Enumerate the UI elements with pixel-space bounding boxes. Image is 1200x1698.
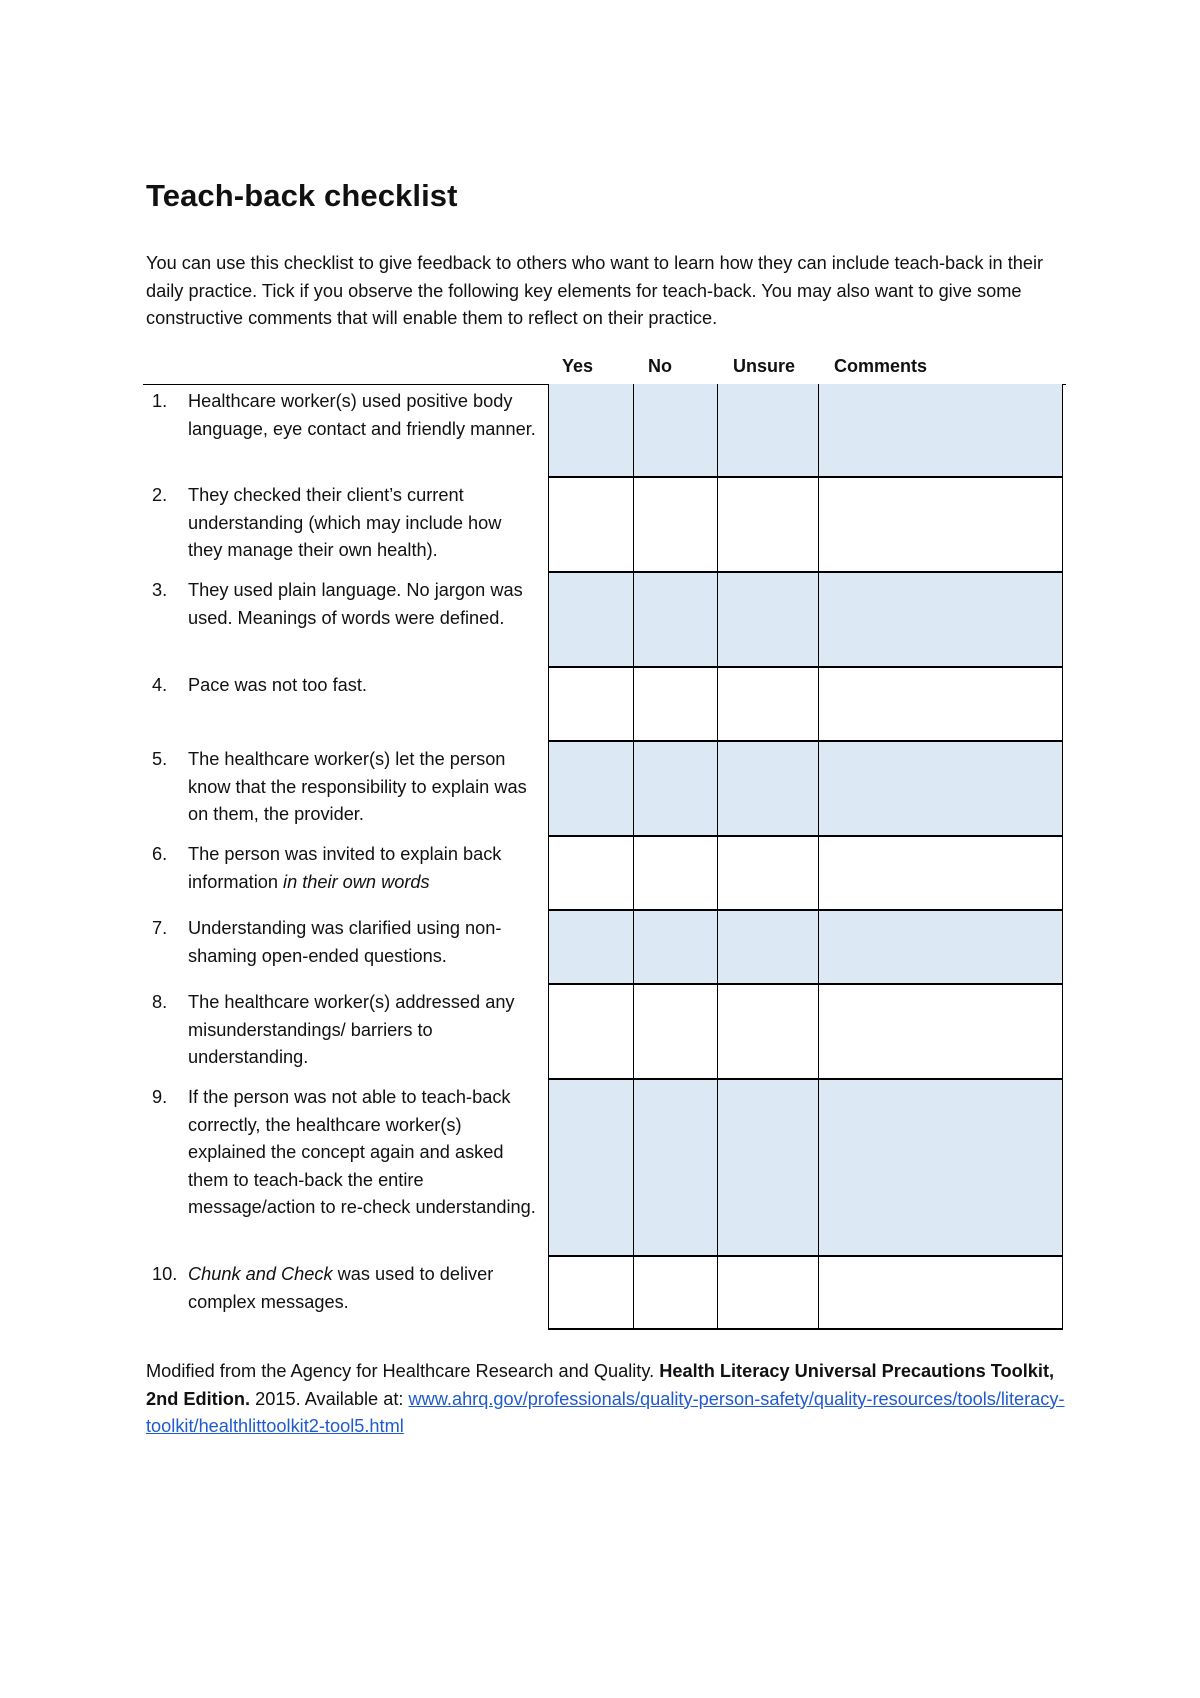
row-number: 4. xyxy=(152,675,168,695)
row-text: The healthcare worker(s) let the person know that the responsibility to explain was on them, the provider. xyxy=(188,749,527,824)
row-label xyxy=(146,911,538,966)
comments-cell[interactable] xyxy=(819,1257,1063,1330)
checklist-row xyxy=(143,985,1066,1080)
no-checkbox-cell[interactable] xyxy=(634,478,718,573)
row-label xyxy=(146,384,538,439)
row-label xyxy=(146,1080,538,1217)
checklist-row xyxy=(143,837,1066,911)
no-checkbox-cell[interactable] xyxy=(634,1257,718,1330)
checklist-row xyxy=(143,384,1066,478)
comments-cell[interactable] xyxy=(819,742,1063,837)
row-text: Understanding was clarified using non-shaming open-ended questions. xyxy=(188,918,502,966)
comments-cell[interactable] xyxy=(819,911,1063,985)
no-checkbox-cell[interactable] xyxy=(634,1080,718,1257)
row-text-italic: in their own words xyxy=(283,871,430,892)
checklist-row xyxy=(143,478,1066,573)
unsure-checkbox-cell[interactable] xyxy=(718,742,819,837)
yes-checkbox-cell[interactable] xyxy=(548,478,634,573)
checklist-table xyxy=(143,384,1066,1330)
row-label xyxy=(146,573,538,628)
row-text: Pace was not too fast. xyxy=(188,675,367,695)
comments-cell[interactable] xyxy=(819,668,1063,742)
row-text: Healthcare worker(s) used positive body language, eye contact and friendly manner. xyxy=(188,391,536,439)
no-checkbox-cell[interactable] xyxy=(634,742,718,837)
row-text-plain: The person was invited to explain back information xyxy=(188,844,502,892)
row-number: 8. xyxy=(152,992,168,1012)
unsure-checkbox-cell[interactable] xyxy=(718,478,819,573)
row-text: If the person was not able to teach-back correctly, the healthcare worker(s) explained the concept again and asked them to teach-back the entire message/action to re-check understanding. xyxy=(188,1087,536,1217)
yes-checkbox-cell[interactable] xyxy=(548,384,634,478)
row-number: 6. xyxy=(152,844,168,864)
yes-checkbox-cell[interactable] xyxy=(548,911,634,985)
checklist-row xyxy=(143,742,1066,837)
citation-lead: Modified from the Agency for Healthcare Research and Quality. xyxy=(146,1361,660,1381)
no-checkbox-cell[interactable] xyxy=(634,911,718,985)
row-label xyxy=(146,985,538,1067)
row-number: 10. xyxy=(152,1264,178,1284)
yes-checkbox-cell[interactable] xyxy=(548,742,634,837)
unsure-checkbox-cell[interactable] xyxy=(718,384,819,478)
no-checkbox-cell[interactable] xyxy=(634,384,718,478)
column-header-no: No xyxy=(648,356,672,376)
row-label xyxy=(146,1257,538,1312)
unsure-checkbox-cell[interactable] xyxy=(718,1080,819,1257)
checklist-row xyxy=(143,1257,1066,1330)
comments-cell[interactable] xyxy=(819,837,1063,911)
yes-checkbox-cell[interactable] xyxy=(548,1080,634,1257)
row-number: 1. xyxy=(152,391,168,411)
unsure-checkbox-cell[interactable] xyxy=(718,573,819,668)
page-title: Teach-back checklist xyxy=(146,178,458,213)
no-checkbox-cell[interactable] xyxy=(634,837,718,911)
row-number: 5. xyxy=(152,749,168,769)
row-text: They used plain language. No jargon was used. Meanings of words were defined. xyxy=(188,580,523,628)
row-label xyxy=(146,742,538,824)
yes-checkbox-cell[interactable] xyxy=(548,668,634,742)
column-header-unsure: Unsure xyxy=(733,356,796,376)
checklist-row xyxy=(143,911,1066,985)
checklist-row xyxy=(143,573,1066,668)
citation-year: 2015. Available at: xyxy=(250,1388,409,1409)
column-header-comments: Comments xyxy=(834,356,928,376)
comments-cell[interactable] xyxy=(819,478,1063,573)
source-citation xyxy=(146,1358,1066,1441)
yes-checkbox-cell[interactable] xyxy=(548,1257,634,1330)
checklist-row xyxy=(143,668,1066,742)
column-headers xyxy=(146,356,1066,382)
comments-cell[interactable] xyxy=(819,1080,1063,1257)
unsure-checkbox-cell[interactable] xyxy=(718,837,819,911)
unsure-checkbox-cell[interactable] xyxy=(718,1257,819,1330)
citation-link[interactable]: www.ahrq.gov/professionals/quality-person-safety/quality-resources/tools/literacy-toolkit/healthlittoolkit2-tool5.html xyxy=(146,1388,1065,1436)
unsure-checkbox-cell[interactable] xyxy=(718,911,819,985)
row-label xyxy=(146,478,538,560)
unsure-checkbox-cell[interactable] xyxy=(718,668,819,742)
citation-title: Health Literacy Universal Precautions Toolkit, 2nd Edition. xyxy=(146,1361,1055,1409)
row-number: 9. xyxy=(152,1087,168,1107)
checklist-row xyxy=(143,1080,1066,1257)
comments-cell[interactable] xyxy=(819,985,1063,1080)
comments-cell[interactable] xyxy=(819,573,1063,668)
no-checkbox-cell[interactable] xyxy=(634,668,718,742)
row-text-plain: was used to deliver complex messages. xyxy=(188,1264,494,1312)
row-text xyxy=(188,841,538,896)
yes-checkbox-cell[interactable] xyxy=(548,573,634,668)
yes-checkbox-cell[interactable] xyxy=(548,837,634,911)
comments-cell[interactable] xyxy=(819,384,1063,478)
row-number: 3. xyxy=(152,580,168,600)
yes-checkbox-cell[interactable] xyxy=(548,985,634,1080)
row-text: They checked their client’s current understanding (which may include how they manage their own health). xyxy=(188,485,502,560)
unsure-checkbox-cell[interactable] xyxy=(718,985,819,1080)
row-number: 2. xyxy=(152,485,168,505)
row-text xyxy=(188,1261,538,1316)
row-label xyxy=(146,668,538,695)
column-header-yes: Yes xyxy=(562,356,594,376)
no-checkbox-cell[interactable] xyxy=(634,985,718,1080)
row-text-italic: Chunk and Check xyxy=(188,1264,333,1284)
intro-paragraph: You can use this checklist to give feedback to others who want to learn how they can include teach-back in their daily practice. Tick if you observe the following key elements for teach-back. You may also want to give some constructive comments that will enable them to reflect on their practice. xyxy=(146,253,1044,328)
row-number: 7. xyxy=(152,918,168,938)
no-checkbox-cell[interactable] xyxy=(634,573,718,668)
row-label xyxy=(146,837,538,892)
row-text: The healthcare worker(s) addressed any misunderstandings/ barriers to understanding. xyxy=(188,992,515,1067)
